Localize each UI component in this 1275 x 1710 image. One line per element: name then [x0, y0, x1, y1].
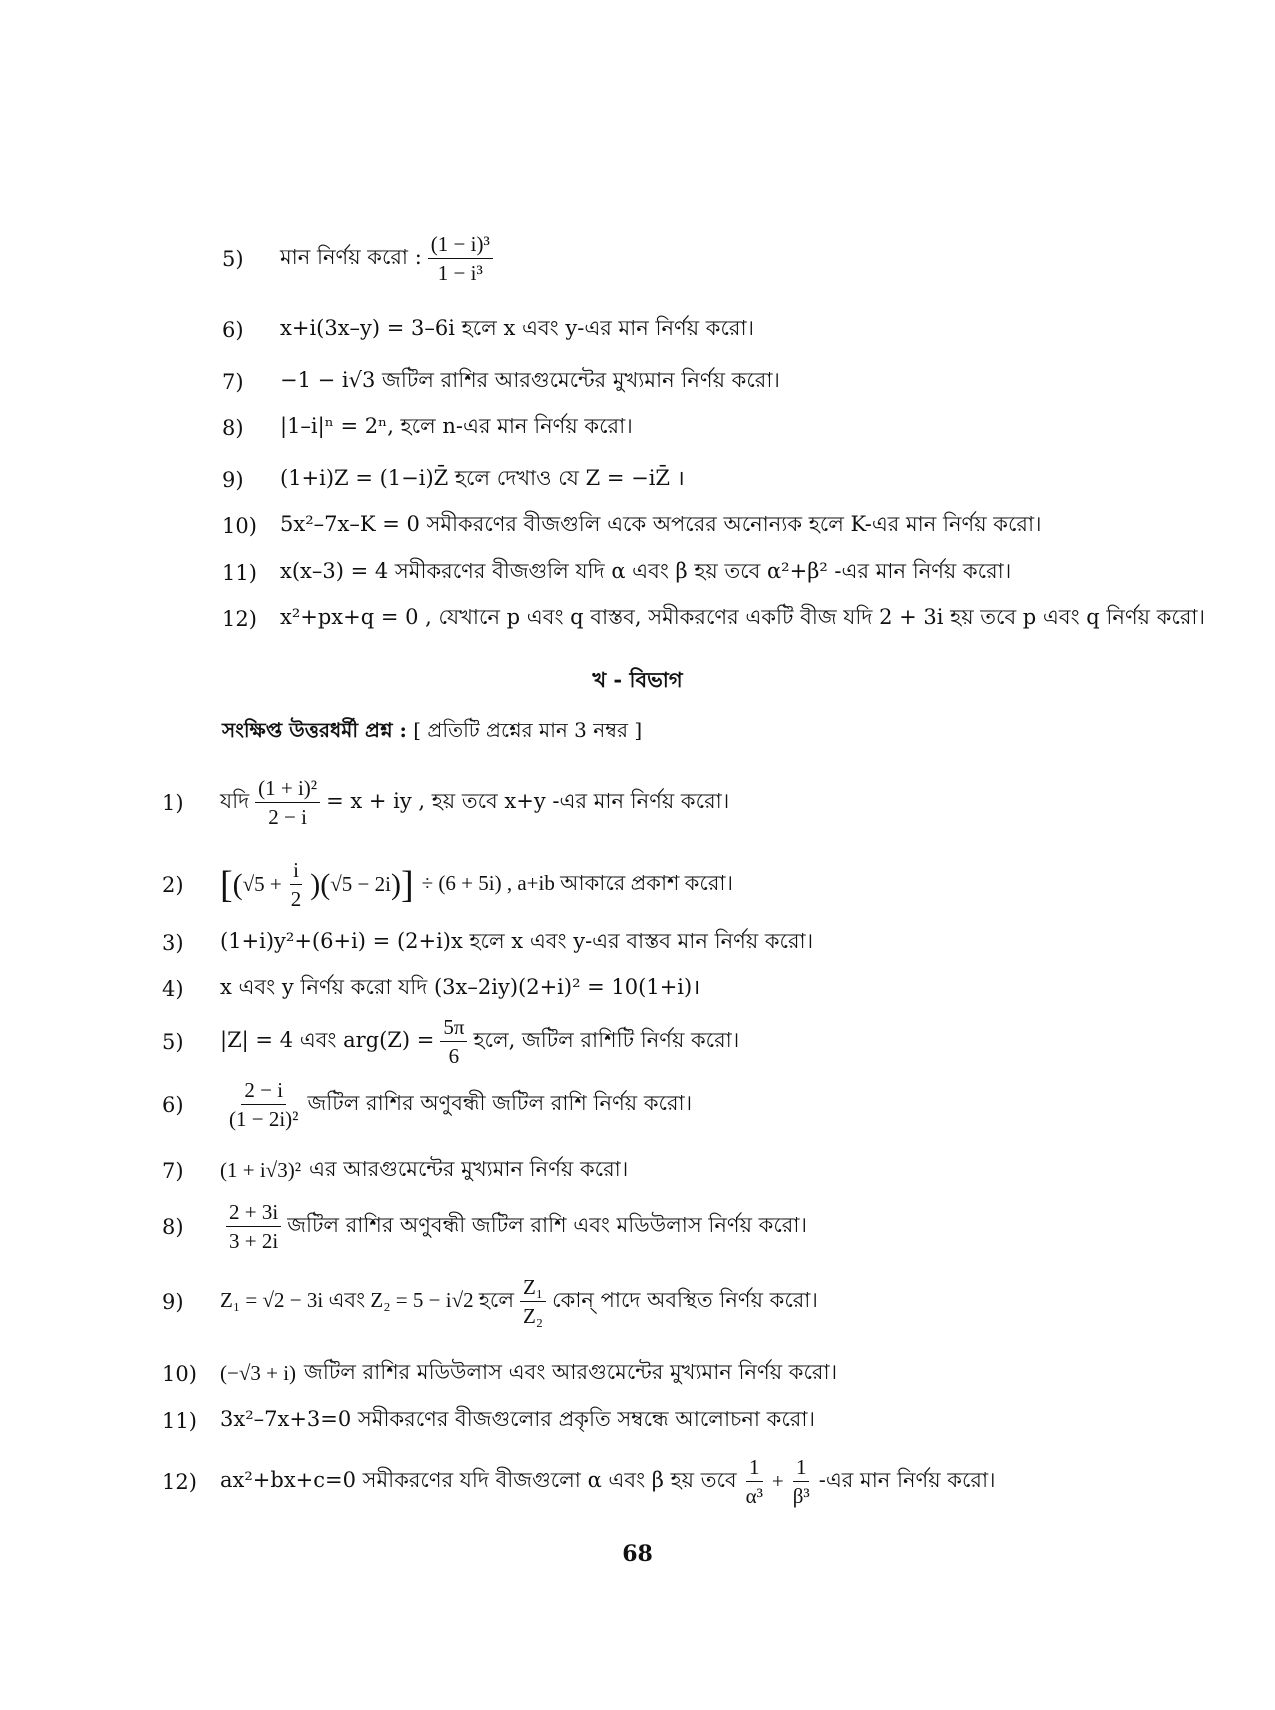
question-a-5	[222, 232, 499, 285]
fraction-denominator: (1 − 2i)²	[229, 1107, 299, 1132]
fraction-denominator: 1 − i³	[437, 261, 483, 286]
question-number: 10)	[162, 1361, 197, 1386]
question-text: (1+i)Z = (1−i)Z̄ হলে দেখাও যে Z = −iZ̄ ।	[280, 466, 685, 490]
fraction	[790, 1455, 813, 1508]
question-text: x এবং y নির্ণয় করো যদি (3x–2iy)(2+i)² = 10(1+i)।	[220, 975, 701, 999]
fraction	[743, 1455, 766, 1508]
question-number: 8)	[222, 415, 244, 440]
section-subheading	[222, 716, 642, 749]
question-b-12	[162, 1455, 996, 1508]
expr-part: √5 − 2i	[330, 872, 391, 897]
question-text: ÷ (6 + 5i) , a+ib আকারে প্রকাশ করো।	[421, 871, 734, 896]
question-a-9	[222, 462, 685, 497]
question-number: 1)	[162, 790, 184, 815]
question-b-4	[162, 971, 700, 1006]
question-text: হলে, জটিল রাশিটি নির্ণয় করো।	[473, 1028, 740, 1053]
question-number: 7)	[222, 369, 244, 394]
fraction-numerator: i	[290, 858, 302, 885]
right-paren: )	[310, 867, 321, 901]
fraction	[440, 1015, 467, 1068]
right-bracket: ]	[400, 863, 414, 906]
question-a-8	[222, 410, 633, 445]
question-text: (1+i)y²+(6+i) = (2+i)x হলে x এবং y-এর বাস্তব মান নির্ণয় করো।	[220, 929, 814, 953]
fraction-numerator: 1	[793, 1455, 810, 1482]
question-number: 2)	[162, 872, 184, 897]
question-text: যদি	[220, 789, 250, 814]
question-number: 9)	[162, 1289, 184, 1314]
left-paren: (	[320, 867, 331, 901]
fraction	[226, 1078, 301, 1131]
fraction-denominator: 6	[448, 1044, 460, 1069]
left-paren: (	[232, 867, 243, 901]
fraction	[226, 1200, 281, 1253]
question-b-1	[162, 776, 729, 829]
question-text: এর আরগুমেন্টের মুখ্যমান নির্ণয় করো।	[309, 1157, 629, 1181]
question-text: −1 − i√3 জটিল রাশির আরগুমেন্টের মুখ্যমান নির্ণয় করো।	[280, 368, 780, 392]
question-b-6	[162, 1078, 692, 1131]
question-b-10	[162, 1356, 837, 1391]
question-b-3	[162, 925, 813, 960]
fraction	[255, 776, 320, 829]
question-text: 5x²–7x–K = 0 সমীকরণের বীজগুলি একে অপরের অনোন্যক হলে K-এর মান নির্ণয় করো।	[280, 512, 1042, 536]
expr-part: √5 +	[242, 872, 282, 897]
page-number: 68	[622, 1541, 653, 1567]
question-a-11	[222, 555, 1011, 590]
right-paren: )	[390, 867, 401, 901]
question-b-5	[162, 1015, 739, 1068]
question-a-7	[222, 364, 780, 399]
question-text: x+i(3x–y) = 3–6i হলে x এবং y-এর মান নির্ণয় করো।	[280, 316, 755, 340]
fraction-numerator: (1 + i)²	[255, 776, 320, 803]
fraction	[428, 232, 493, 285]
question-number: 3)	[162, 930, 184, 955]
fraction	[520, 1275, 546, 1328]
question-text: x(x–3) = 4 সমীকরণের বীজগুলি যদি α এবং β হয় তবে α²+β² -এর মান নির্ণয় করো।	[280, 559, 1012, 583]
question-text: জটিল রাশির মডিউলাস এবং আরগুমেন্টের মুখ্যমান নির্ণয় করো।	[304, 1360, 838, 1384]
question-number: 7)	[162, 1158, 184, 1183]
question-number: 6)	[222, 317, 244, 342]
left-bracket: [	[220, 863, 233, 906]
question-text: জটিল রাশির অণুবন্ধী জটিল রাশি নির্ণয় করো।	[307, 1091, 693, 1116]
question-number: 9)	[222, 467, 244, 492]
fraction-denominator: 2	[290, 887, 302, 912]
question-number: 8)	[162, 1214, 184, 1239]
question-b-2	[162, 858, 733, 911]
question-a-12	[222, 601, 1205, 636]
math-expression: Z₁ = √2 − 3i এবং Z₂ = 5 − i√2 হলে	[220, 1288, 514, 1313]
question-number: 12)	[162, 1469, 197, 1494]
question-text: ax²+bx+c=0 সমীকরণের যদি বীজগুলো α এবং β হয় তবে	[220, 1468, 737, 1493]
fraction-denominator: Z₂	[522, 1304, 544, 1329]
question-text: -এর মান নির্ণয় করো।	[818, 1468, 996, 1493]
section-heading: খ - বিভাগ	[592, 667, 683, 692]
question-a-6	[222, 312, 754, 347]
question-b-7	[162, 1153, 628, 1188]
question-number: 5)	[222, 246, 244, 271]
subheading-rest: [ প্রতিটি প্রশ্নের মান 3 নম্বর ]	[406, 718, 643, 742]
question-text: |Z| = 4 এবং arg(Z) =	[220, 1028, 435, 1053]
question-text: |1–i|ⁿ = 2ⁿ, হলে n-এর মান নির্ণয় করো।	[280, 414, 633, 438]
question-number: 5)	[162, 1029, 184, 1054]
question-b-11	[162, 1403, 815, 1438]
question-number: 6)	[162, 1092, 184, 1117]
math-expression: (−√3 + i)	[220, 1361, 297, 1385]
fraction-denominator: α³	[745, 1484, 763, 1509]
question-text: = x + iy , হয় তবে x+y -এর মান নির্ণয় করো।	[326, 789, 730, 814]
question-text: মান নির্ণয় করো :	[280, 245, 422, 270]
fraction-numerator: Z₁	[520, 1275, 546, 1302]
fraction-denominator: β³	[792, 1484, 810, 1509]
question-b-9	[162, 1275, 818, 1328]
fraction-denominator: 2 − i	[268, 805, 307, 830]
fraction-numerator: 1	[746, 1455, 763, 1482]
question-text: জটিল রাশির অণুবন্ধী জটিল রাশি এবং মডিউলাস নির্ণয় করো।	[287, 1213, 807, 1238]
fraction-numerator: (1 − i)³	[428, 232, 493, 259]
subheading-bold: সংক্ষিপ্ত উত্তরধর্মী প্রশ্ন :	[222, 718, 407, 742]
question-number: 11)	[222, 560, 257, 585]
question-number: 4)	[162, 976, 184, 1001]
question-text: কোন্ পাদে অবস্থিত নির্ণয় করো।	[552, 1288, 818, 1313]
question-b-8	[162, 1200, 807, 1253]
plus-sign: +	[771, 1469, 784, 1494]
fraction-numerator: 2 + 3i	[226, 1200, 281, 1227]
question-text: x²+px+q = 0 , যেখানে p এবং q বাস্তব, সমীকরণের একটি বীজ যদি 2 + 3i হয় তবে p এবং q নির্ণয় করো।	[280, 605, 1205, 629]
fraction	[288, 858, 305, 911]
question-number: 11)	[162, 1408, 197, 1433]
question-text: 3x²–7x+3=0 সমীকরণের বীজগুলোর প্রকৃতি সম্বন্ধে আলোচনা করো।	[220, 1407, 815, 1431]
fraction-denominator: 3 + 2i	[229, 1229, 279, 1254]
math-expression: (1 + i√3)²	[220, 1158, 301, 1182]
question-a-10	[222, 508, 1042, 543]
fraction-numerator: 2 − i	[241, 1078, 286, 1105]
question-number: 10)	[222, 513, 257, 538]
fraction-numerator: 5π	[440, 1015, 467, 1042]
question-number: 12)	[222, 606, 257, 631]
